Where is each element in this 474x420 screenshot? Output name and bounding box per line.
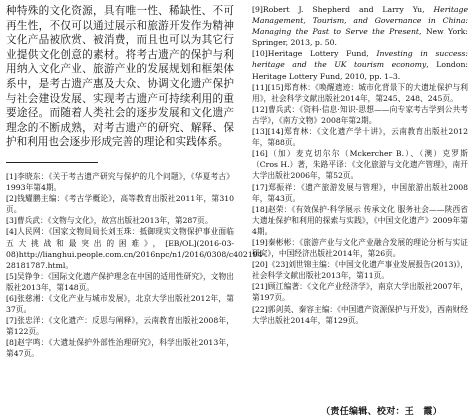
reference-list-left: [6, 171, 266, 360]
reference-item: [13][14]郑育林：《文化遗产学十讲》，云南教育出版社2012年，第88页。: [252, 127, 468, 148]
reference-item: [19]秦彬彬：《旅游产业与文化产业融合发展的理论分析与实证研究》，中国经济出版社2014年，第26页。: [252, 237, 468, 259]
reference-item: [7]张忠洋：《文化遗产：反思与阐释》，云南教育出版社2008年，第122页。: [6, 316, 234, 337]
reference-item: [21]顾江编著：《文化产业经济学》，南京大学出版社2007年，第197页。: [252, 282, 468, 303]
reference-item: [2]钱耀鹏主编：《考古学概论》，高等教育出版社2011年，第310页。: [6, 194, 234, 215]
reference-item: [3]曹兵武：《文物与文化》，故宫出版社2013年，第287页。: [6, 216, 213, 226]
left-column: [6, 4, 266, 360]
reference-item: [1]李晓东：《关于考古遗产研究与保护的几个问题》，《华夏考古》1993年第4期。: [6, 171, 234, 193]
reference-list-right: [252, 4, 468, 326]
reference-item: [6]张慈湘：《文化产业与城市发展》，北京大学出版社2012年，第37页。: [6, 293, 234, 315]
reference-item: [8]赵字鸣：《大遗址保护外部性治理研究》，科学出版社2013年，第47页。: [6, 338, 234, 359]
reference-item: [18]赵荣：《有效保护·科学展示 传承文化 服务社会——陕西省大遗址保护和利用的探索与实践》，《中国文化遗产》2009年第4期。: [252, 204, 468, 236]
reference-item: [5]吴铮争：《国际文化遗产保护理念在中国的适用性研究》，文物出版社2013年，第148页。: [6, 271, 234, 292]
footnote-divider: [6, 162, 98, 163]
reference-item: [10]Heritage Lottery Fund, Investing in success: heritage and the UK tourism economy, London: Heritage Lottery Fund, 2010, pp. 1–3.: [252, 49, 468, 81]
reference-item: [16]（加）麦克切尔尔（Mckercher B.）、（澳）克罗斯（Cros H.）著，朱路平译：《文化旅游与文化遗产管理》，南开大学出版社2006年，第52页。: [252, 149, 468, 181]
reference-item: [17]郑振祥：《遗产旅游发展与管理》，中国旅游出版社2008年，第43页。: [252, 182, 468, 203]
reference-item: [20]《23]刘世锦主编：《中国文化遗产事业发展报告(2013)》，社会科学文献出版社2013年，第11页。: [252, 260, 468, 281]
reference-item: [22]郭剑英、秦容主编：《中国遗产资源保护与开发》，西南财经大学出版社2014年，第129页。: [252, 304, 468, 325]
reference-item: [11][15]郑育林：《唤醒遗迹：城市化背景下的大遗址保护与利用》，社会科学文献出版社2014年，第245、248、245页。: [252, 82, 468, 103]
editor-credit: （责任编辑、校对：王 霞）: [321, 407, 442, 417]
right-column: [252, 4, 468, 326]
body-paragraph: 种特殊的文化资源，具有唯一性、稀缺性、不可再生性，不仅可以通过展示和旅游开发作为精神文化产品被欣赏、被消费，而且也可以为其它行业提供文化创意的素材。将考古遗产的保护与利用纳入文化产业、旅游产业的发展规划和框架体系中，是考古遗产惠及大众、协调文化遗产保护与社会建设发展、实现考古遗产可持续利用的重要途径。而随着人类社会的逐步发展和文化遗产理念的不断成熟，对考古遗产的研究、解释、保护和利用也会逐步形成完善的理论和实践体系。: [6, 5, 234, 149]
reference-item: [12]曹兵武：《资料·信息·知识·思想——向专家考古学到公共考古学》，《南方文物》2008年第2期。: [252, 104, 468, 125]
reference-item: [9]Robert J. Shepherd and Larry Yu, Heritage Management, Tourism, and Governance in China: Managing the Past to Serve the Present, New York: Springer, 2013, p. 50.: [252, 5, 468, 48]
reference-item: [4]人民网：《国家文物局局长刘玉珠：抵御现实文物保护事业面临五大挑战和最突出的困难》，[EB/OL](2016-03-08)http://lianghui.people.com.cn/2016npc/n1/2016/0308/c402194-28181787.html。: [6, 227, 266, 270]
